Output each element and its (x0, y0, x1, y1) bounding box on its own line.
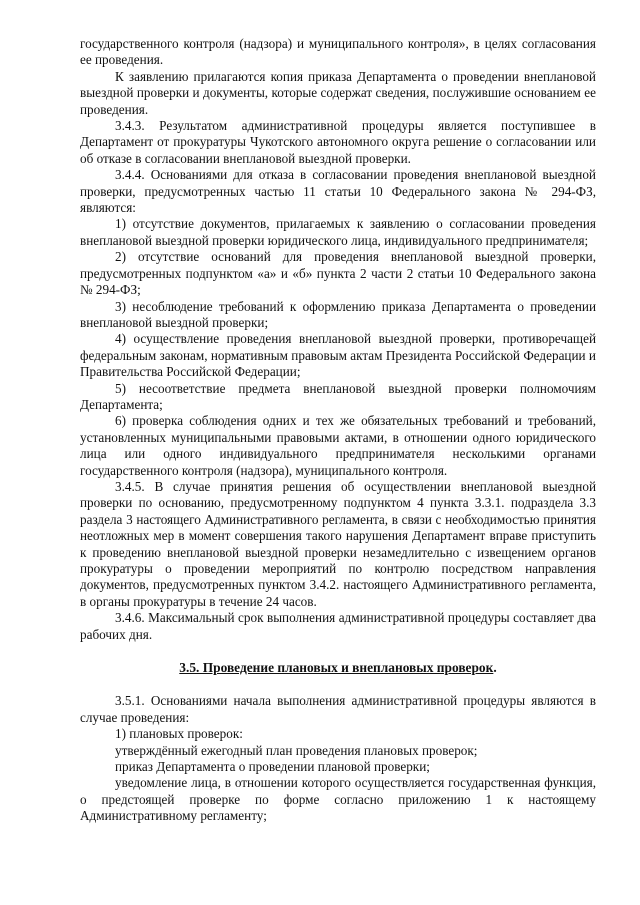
list-item: уведомление лица, в отношении которого осуществляется государственная функция, о предстоящей проверке по форме согласно приложению 1 к настоящему Административному регламенту; (80, 775, 596, 824)
list-item: приказ Департамента о проведении плановой проверки; (115, 759, 430, 775)
list-item: 2) отсутствие оснований для проведения внеплановой выездной проверки, предусмотренных подпунктом «а» и «б» пункта 2 части 2 статьи 10 Федерального закона № 294-ФЗ; (80, 249, 596, 298)
paragraph: 3.4.6. Максимальный срок выполнения административной процедуры составляет два рабочих дня. (80, 610, 596, 642)
list-item: утверждённый ежегодный план проведения плановых проверок; (115, 742, 478, 758)
paragraph: 3.4.3. Результатом административной процедуры является поступившее в Департамент от прокуратуры Чукотского автономного округа решение о согласовании или об отказе в согласовании внеплановой выездной проверки. (80, 118, 596, 166)
document-page (80, 36, 596, 825)
section-heading (80, 660, 596, 676)
paragraph: 3.4.4. Основаниями для отказа в согласовании проведения внеплановой выездной проверки, предусмотренных частью 11 статьи 10 Федерального закона № 294-ФЗ, являются: (80, 167, 596, 216)
list-item: 5) несоответствие предмета внеплановой выездной проверки полномочиям Департамента; (80, 380, 596, 412)
list-item: 1) плановых проверок: (115, 726, 243, 742)
list-item: 1) отсутствие документов, прилагаемых к заявлению о согласовании проведения внеплановой выездной проверки юридического лица, индивидуального предпринимателя; (80, 216, 596, 248)
section-heading-text: 3.5. Проведение плановых и внеплановых проверок (179, 660, 494, 676)
list-item: 4) осуществление проведения внеплановой выездной проверки, противоречащей федеральным законам, нормативным правовым актам Президента Российской Федерации и Правительства Российской Федерации; (80, 331, 596, 380)
paragraph: государственного контроля (надзора) и муниципального контроля», в целях согласования ее проведения. (80, 36, 596, 68)
paragraph: 3.5.1. Основаниями начала выполнения административной процедуры являются в случае проведения: (80, 693, 596, 725)
paragraph: 3.4.5. В случае принятия решения об осуществлении внеплановой выездной проверки по основанию, предусмотренному подпунктом 4 пункта 3.3.1. подраздела 3.3 раздела 3 настоящего Административного регламента, в связи с необходимостью принятия неотложных мер в момент совершения такого нарушения Департамент вправе приступить к проведению внеплановой выездной проверки незамедлительно с извещением органов прокуратуры о проведении мероприятий по контролю посредством направления документов, предусмотренных пунктом 3.4.2. настоящего Административного регламента, в органы прокуратуры в течение 24 часов. (80, 478, 596, 609)
paragraph: К заявлению прилагаются копия приказа Департамента о проведении внеплановой выездной проверки и документы, которые содержат сведения, послужившие основанием ее проведения. (80, 68, 596, 117)
list-item: 6) проверка соблюдения одних и тех же обязательных требований и требований, установленных муниципальными правовыми актами, в отношении одного юридического лица или одного индивидуального предпринимателя несколькими органами государственного контроля (надзора), муниципального контроля. (80, 413, 596, 478)
section-heading-suffix: . (493, 660, 497, 676)
list-item: 3) несоблюдение требований к оформлению приказа Департамента о проведении внеплановой выездной проверки; (80, 298, 596, 330)
